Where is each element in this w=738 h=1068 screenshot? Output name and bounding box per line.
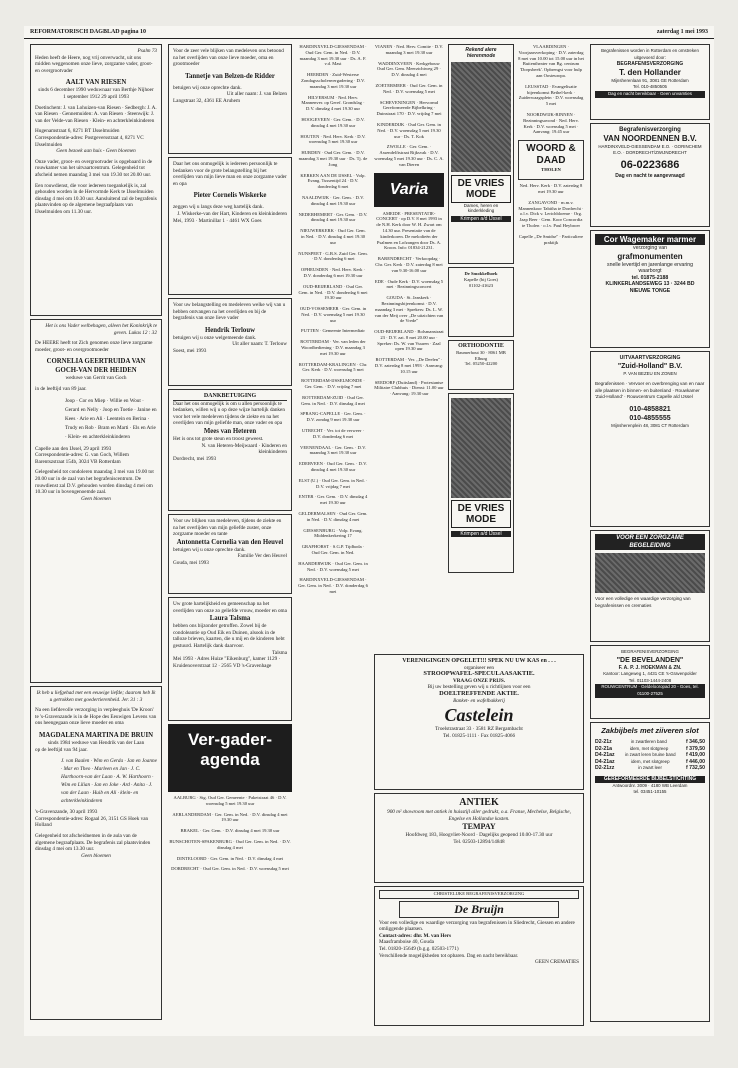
thanks-text: Daar het ons onmogelijk is iedereen persoonlijk te bedanken voor de grote belangstelling bij het overlijden van mijn lieve man en onze zorgzame vader en opa bbox=[173, 161, 287, 187]
thanks-sign: Uit aller naam: T. Terlouw bbox=[232, 341, 287, 348]
list-item: EDERVEEN · Oud Ger. Gem. · D.V. dinsdag 4 mei 19.30 uur bbox=[299, 461, 367, 473]
notice-family: Joop · Cor en Miep · Willie en Wout · Gerard en Nelly · Joop en Toetie · Janine en Kees · Arie en Ali · Leentein en Berina · Trudy en Rob · Bram en Marti · Els en Arie · Klein- en achterkleinkinderen bbox=[65, 397, 157, 440]
ad-devries-2 bbox=[448, 393, 514, 573]
list-item: DORDRECHT · Oud Ger. Gem. in Ned. · D.V. woensdag 5 mei bbox=[171, 866, 289, 872]
ad-addr: KLINKERLANDSEWEG 13 · 3244 BD NIEUWE TONGE bbox=[605, 281, 695, 294]
price-code: D2-21a bbox=[595, 745, 613, 752]
thanks-heteren bbox=[168, 389, 292, 511]
thanks-terlouw bbox=[168, 298, 292, 386]
notice-family: J. van Baalen · Wim en Gerda · Jan en Joanne · Mar en Theo · Marleen en Jan · J. C. Harthoorn-van der Laan · A. W. Harthoorn · Wim en Lilian · Jan en Joke · Ard · Anita · J. van der Laan · Huib en Ali · klein- en achterkleinkinderen bbox=[61, 758, 157, 805]
list-item: OUD-VOSSEMEER · Ger. Gem. in Ned. · D.V. woensdag 5 mei 19.30 uur bbox=[299, 306, 367, 323]
thanks-sign: J. Wiskerke-van der Hart, Kinderen en kleinkinderen bbox=[177, 210, 287, 217]
list-item: SPRANG-CAPELLE · Ger. Gem. · D.V. zondag 9 mei 19.30 uur bbox=[300, 411, 366, 423]
list-item: HOOGEVEEN · Ger. Gem. · D.V. dinsdag 4 mei 19.30 uur bbox=[301, 116, 365, 128]
ad-logo: DE VRIES MODE bbox=[451, 175, 511, 203]
photo-building bbox=[595, 553, 705, 593]
notice-note: Geen bloemen bbox=[81, 495, 111, 502]
ad-smokkelhoek bbox=[448, 267, 514, 337]
list-item: Ned. Herv. Kerk · D.V. zaterdag 8 mei 19.30 uur bbox=[519, 183, 583, 194]
list-item: HAARDERWIJK · Oud Ger. Gem. in Ned. · D.V. woensdag 5 mei bbox=[298, 560, 368, 572]
thanks-sign: Uit aller naam: J. van Belzen bbox=[226, 91, 287, 98]
list-item: GOUDA · St. Janskerk · Bezinningsbijeenkomst · D.V. maandag 3 mei · Sprekers: Ds. L. W. van der Meij over ,,De uitzichten van de Vrede'' bbox=[374, 295, 444, 324]
ad-addr: Kantoor: Langeweg 1, 4431 CE 's-Gravenpolder bbox=[603, 671, 697, 677]
thanks-ridder bbox=[168, 44, 292, 154]
ad-van-noordennen bbox=[590, 123, 710, 227]
ad-logo: WOORD & DAAD bbox=[526, 143, 576, 167]
verse: Psalm 73 bbox=[137, 48, 157, 54]
list-item: ROTTERDAM-ZUID · Oud Ger. Gem. in Ned. · D.V. dinsdag 4 mei bbox=[301, 394, 365, 406]
ad-foot: Verschillende mogelijkheden tot opbaren. Dag en nacht bereikbaar. bbox=[379, 952, 519, 959]
deceased-name: AALT VAN RIESEN bbox=[65, 79, 127, 87]
thanks-addr: Langstraat 32, 4361 EE Aruhem bbox=[173, 97, 240, 104]
verse: Het is ons Vader welbehagen, alleen het Koninkrijk te geven. Lukas 12 : 32 bbox=[45, 323, 157, 336]
ad-tel: Tel. 01103-1444-2408 bbox=[628, 677, 672, 683]
list-item: NIEUWERKERK · Oud Ger. Gem. in Ned. · D.V. dinsdag 4 mei 19.30 uur bbox=[300, 228, 366, 245]
ad-zorgzame bbox=[590, 530, 710, 642]
ad-sub: P. VAN BEZEU EN ZONEN bbox=[623, 370, 677, 376]
ad-name: "DE BEVELANDEN" bbox=[616, 656, 684, 664]
notice-corr: Correspondentie-adres: Postgeversstraat 4, 8271 VC IJsselmuiden bbox=[35, 134, 144, 148]
ad-title: VERENIGINGEN OPGELET!!! SPEK NU UW KAS en . . . bbox=[402, 658, 556, 664]
ad-place: THOLEN bbox=[541, 167, 561, 173]
thanks-text: Voor uw belangstelling en medeleven welke wij van u hebben ontvangen na het overlijden en bij de begrafenis van onze lieve vader bbox=[173, 302, 286, 322]
notice-corr: Correspondentie-adres: G. van Goch, Willem Barentszstraat 154b, 3024 VB Rotterdam bbox=[35, 452, 129, 465]
deceased-name: MAGDALENA MARTINA DE BRUIN bbox=[39, 731, 153, 739]
notice-note: Geen bloemen bbox=[81, 852, 111, 859]
ad-body: Bij uw bestelling geven wij u richtlijnen voor een bbox=[427, 684, 531, 691]
price-value: f 446,00 bbox=[685, 758, 705, 765]
column-1 bbox=[30, 44, 162, 1032]
thanks-addr: Mei, 1993 · Martinillar 1 · 4461 WX Goes bbox=[173, 217, 262, 224]
ad-castelein bbox=[374, 654, 584, 790]
notice-text: Een rouwdienst, die voor iedereen toegankelijk is, zal gehouden worden in de Hervormde Kerk te IJsselmuiden dinsdag 4 mei om 10.30 uur. Aansluitend zal de begrafenis plaatsvinden op de algemene begraafplaats van IJsselmuiden om 11.30 uur. bbox=[35, 182, 157, 215]
thanks-name: Hendrik Terlouw bbox=[204, 326, 256, 334]
ad-foot: ROUWCENTRUM · Geldelooropad 20 - Goes, tel. 01100-27525 bbox=[595, 684, 705, 697]
list-item: PUTTEN · Gemeente Intermediair bbox=[301, 328, 365, 334]
ad-logo: Castelein bbox=[444, 705, 514, 726]
list-item: ROTTERDAM · Ver. ,,De Deelen'' · D.V. zaterdag 8 mei 1993 · Aanvang: 10.15 uur bbox=[374, 357, 444, 374]
ad-sub: verzorging van bbox=[632, 245, 668, 251]
ad-logo: Cor Wagemaker marmer bbox=[595, 234, 705, 245]
ad-body: snelle levertijd en jarenlange ervaring waarborgt bbox=[607, 261, 693, 275]
price-value: f 732,50 bbox=[685, 765, 705, 772]
ad-sub: F. A. P. J. HOEKMAN & ZN. bbox=[618, 664, 682, 671]
deceased-name: CORNELIA GEERTRUIDA VAN GOCH-VAN DER HEIDEN bbox=[46, 358, 146, 375]
ad-zuid-holland bbox=[590, 351, 710, 527]
agenda-list bbox=[168, 795, 292, 872]
thanks-sign: N. van Heteren-Meijwaard · Kinderen en kleinkinderen bbox=[201, 442, 287, 456]
ad-den-hollander bbox=[590, 44, 710, 120]
ad-de-bruijn bbox=[374, 886, 584, 1026]
newspaper-page bbox=[24, 26, 714, 1036]
ad-addr: Maasframboise 40, Gouda bbox=[379, 939, 434, 946]
thanks-line: betuigen wij onze oprechte dank. bbox=[173, 84, 242, 91]
ad-name: T. den Hollander bbox=[619, 67, 681, 77]
price-row bbox=[595, 759, 705, 766]
price-row bbox=[595, 739, 705, 746]
list-item: BARENDRECHT · Verkoopdag · Chr. Ger. Kerk · D.V. zaterdag 8 mei van 9.30-16.00 uur bbox=[375, 256, 443, 273]
page-header bbox=[24, 26, 714, 39]
agenda-list bbox=[298, 44, 368, 595]
notice-sub: weduwe van Gerrit van Goch bbox=[65, 375, 127, 382]
price-label: idem, met slotgreep bbox=[631, 758, 670, 764]
ad-service: BEGRAFENISVERZORGING bbox=[616, 61, 684, 68]
agenda-left-list bbox=[168, 795, 292, 1032]
column-6 bbox=[590, 44, 710, 1032]
list-item: ZOETERMEER · Oud Ger. Gem. in Ned. · D.V. woensdag 5 mei bbox=[375, 82, 443, 94]
list-item: KINDERDIJK · Oud Ger. Gem. in Ned. · D.V. woensdag 5 mei 19.30 uur · Ds. T. Kok bbox=[377, 121, 441, 139]
ad-tel: Tel. 01825-1111 · Fax 01825-4066 bbox=[442, 732, 516, 739]
list-item: ZANGAVOND · m.m.v. Mannenkoor Tabitha te Dordrecht · o.l.v. Dick v. Lerichbloeme · Org. Jaap Beer · Gem. Koor Concordia te Tholen · o.l.v. Paul Heybroer bbox=[518, 199, 584, 228]
list-item: Capelle ,,De Smidse'' · Particuliere praktijk bbox=[518, 233, 584, 245]
ad-addr: Kapelle (bij Goes) bbox=[464, 276, 498, 282]
list-item: NAALDWIJK · Ger. Gem. · D.V. dinsdag 4 mei 19.30 uur bbox=[301, 194, 365, 206]
ad-ortho bbox=[448, 340, 514, 390]
notice-dates: 1 september 1912 29 april 1993 bbox=[63, 93, 129, 100]
ad-tel: Tel. 05250-42200 bbox=[464, 361, 498, 367]
list-item: LEUSSTAD · Evangelisatie bijeenkomst Bethel-kerk · Zuiderwaagsplein · D.V. woensdag 5 mei bbox=[518, 83, 584, 107]
list-item: EDE · Oude Kerk · D.V. woensdag 5 mei · Bezinningsconcert bbox=[374, 278, 444, 290]
column-2 bbox=[168, 44, 292, 1032]
ad-antiek bbox=[374, 793, 584, 883]
price-value: f 379,50 bbox=[685, 745, 705, 752]
price-row bbox=[595, 752, 705, 759]
ad-name: "Zuid-Holland" B.V. bbox=[617, 362, 683, 370]
price-value: f 346,50 bbox=[685, 739, 705, 745]
thanks-line: betuigen wij u onze welgemeende dank. bbox=[173, 334, 257, 341]
thanks-sign: Talsma bbox=[272, 649, 287, 656]
thanks-sign: Familie Ver den Heuvel bbox=[237, 553, 287, 560]
ad-name: VAN NOORDENNEN B.V. bbox=[603, 133, 697, 143]
column-4 bbox=[374, 44, 444, 654]
ad-tel: tel. 01875-2188 bbox=[631, 274, 669, 281]
verse: Ik heb u liefgehad met een eeuwige liefde; daarom heb Ik u getrokken met goedertierenheid. Jer. 31 : 3 bbox=[36, 690, 156, 703]
list-item: VLAARDINGEN · Voorjaarsverkoping · D.V. zaterdag 8 mei van 10.00 tot 15.00 uur in het Buitentheater van Bg. centrum 'Dorpsbeek'. Opbrengst voor hulp aan Oosteuropa. bbox=[518, 44, 584, 78]
price-row bbox=[595, 765, 705, 772]
list-item: HOUTEN · Ned. Herv. Kerk · D.V. woensdag 5 mei 19.30 uur bbox=[300, 133, 366, 145]
ad-place: Krimpen a/d IJssel bbox=[451, 216, 511, 222]
ad-body: Voor een volledige en waardige verzorging van begrafenissen en crematies bbox=[595, 596, 691, 608]
ad-tel: Tel. 02503-12894/14848 bbox=[453, 838, 505, 845]
list-item: SEEDORF (Duitsland) · Protestantse Militaire Clubhuis · Dienst: 11.00 uur · Aanvang: 19.30 uur bbox=[374, 379, 444, 397]
ad-name: ORTHODONTIE bbox=[458, 343, 504, 349]
ad-tel: tel. 03451-10155 bbox=[633, 789, 667, 795]
list-item: KERKEN AAN DE IJSSEL · Volp. Evang. Tussentijd 24 · D.V. donderdag 6 mei bbox=[300, 172, 366, 190]
notice-note: Geen bezoek aan huis - Geen bloemen bbox=[56, 148, 136, 155]
ad-tagline: Rekend alere hierenmode bbox=[465, 47, 497, 59]
list-item: NOORDWIJK-BINNEN · Bezinningsavond · Ned. Herv. Kerk · D.V. woensdag 5 mei · Aanvang: 19.45 uur bbox=[523, 111, 579, 135]
ad-bijbelstichting bbox=[590, 722, 710, 1022]
col5-right bbox=[518, 44, 584, 640]
list-item: GRAFHORST · S.G.P. Tijdboda · Oud Ger. Gem. in Ned. bbox=[301, 544, 365, 555]
thanks-text: Voor de zeer vele blijken van medeleven ons betoond na het overlijden van onze lieve moeder, oma en grootmoeder bbox=[173, 48, 284, 68]
notice-family: Doetinchem: J. van Lohuizen-van Riesen · Sedbergh: J. A. van Riesen · Gennemuiden: A. van Riesen · Steenwijk: J. van der Velde-van Riesen · Klein- en achterkleinkinderen bbox=[35, 104, 157, 124]
notice-age: in de leeftijd van 89 jaar. bbox=[35, 385, 87, 392]
list-item: AALBURG · Stg. Oud Ger. Gemeente · Paketstraat 46 · D.V. woensdag 5 mei 19.30 uur bbox=[173, 795, 287, 806]
ad-woord-daad bbox=[518, 140, 584, 180]
ad-title: Zakbijbels met ziiveren slot bbox=[601, 726, 699, 735]
ad-name: De Smokkelhoek bbox=[464, 271, 498, 276]
list-item: GELDERMALSEN · Oud Ger. Gem. in Ned. · D.V. dinsdag 4 mei bbox=[298, 511, 368, 522]
thanks-name: Pieter Cornelis Wiskerke bbox=[193, 192, 267, 200]
price-code: D2-21zz bbox=[595, 765, 615, 772]
ad-title: ANTIEK bbox=[459, 797, 499, 808]
ad-tel: 06-0223686 bbox=[620, 158, 680, 171]
list-item: HARDINXVELD-GIESSENDAM · Ger. Gem. in Ned. · D.V. donderdag 6 mei bbox=[298, 577, 368, 594]
banner-text: Ver-gader-agenda bbox=[187, 730, 273, 769]
list-item: AERLANDERDAM · Ger. Gem. in Ned. · D.V. dinsdag 4 mei 19.30 uur bbox=[172, 811, 288, 823]
list-item: ROTTERDAM-KRALINGEN · Chr. Ger. Kerk · D.V. woensdag 5 mei bbox=[298, 361, 368, 373]
ad-addr: Mijnsherenplein 48, 3081 CT Rotterdam bbox=[611, 422, 689, 428]
list-item: DINTELOORD · Ger. Gem. in Ned. · D.V. dinsdag 4 mei bbox=[176, 855, 284, 861]
photo-model bbox=[451, 62, 511, 172]
notice-heiden bbox=[30, 319, 162, 683]
ad-foot: Banket- en wafelbakkerij bbox=[453, 697, 505, 704]
ad-sub: organiseer een bbox=[463, 664, 494, 671]
list-item: HILVERSUM · Ned. Herv. Mannenver. op Geref. Grondslag · D.V. dinsdag 4 mei 19.30 uur bbox=[301, 94, 365, 112]
price-label: idem, met slotgreep bbox=[629, 745, 669, 751]
ad-contact: Contact-adres: dhr. M. van Hers bbox=[379, 932, 452, 939]
ad-addr: Antwoordnr. 3009 · 4180 WB Leerdam bbox=[612, 782, 688, 788]
notice-age: op de leeftijd van 94 jaar. bbox=[35, 746, 88, 753]
thanks-title: DANKBETUIGING bbox=[173, 393, 287, 401]
list-item: ROTTERDAM-IJSSELMONDE · Ger. Gem. · D.V. vrijdag 7 mei bbox=[301, 378, 365, 390]
notice-intro: De HEERE heeft tot Zich genomen onze lieve zorgzame moeder, groot- en overgrootmoeder bbox=[35, 340, 153, 353]
notice-intro: Na een liefdevolle verzorging in verpleeghuis 'De Kroon' te 's-Gravenzande is in de Hope des Eeuwigen Levens van ons heengegaan onze lieve moeder en oma bbox=[35, 707, 157, 727]
notice-text: Onze vader, groot- en overgrootvader is opgebaard in de rouwkamer van het uitvaartcentrum. Gelegenheid tot afscheid nemen maandag 3 mei van 19.30 tot 20.00 uur. bbox=[35, 158, 153, 178]
thanks-text: Voor uw blijken van medeleven, tijdens de ziekte en na het overlijden van mijn geliefde zuster, onze zorgzame moeder en tante bbox=[173, 518, 282, 538]
ad-name: GEREFORMEERDE BIJBELSTICHTING bbox=[595, 776, 705, 783]
price-code: D4-21az bbox=[595, 758, 615, 765]
ad-top: BEGRAFENISVERZORGING bbox=[621, 649, 679, 654]
vergader-agenda-banner bbox=[168, 724, 292, 792]
list-item: OUD-BEIJERLAND · Bolsmanstraat 23 · D.V. zat. 8 mei 20.00 uur · Spreker: Ds. W. van Vuuren · Zaal open 19.30 uur bbox=[374, 329, 444, 352]
list-item: AMEIDE · PRESENTATIE-CONCERT · op D.V. 8 mei 1993 in de N.H. Kerk door W. H. Zwart om 14.30 uur. Presentatie van de kinderkoren. De melodieën der Psalmen en Lofzangen door Ds. A. Kroon. Info: 01834-21231. bbox=[376, 210, 442, 251]
thanks-wiskerke bbox=[168, 157, 292, 295]
list-item: VIANEN · Ned. Herv. Comite · D.V. maandag 3 mei 19.30 uur bbox=[374, 44, 444, 55]
notice-text: Gelegenheid tot afscheidnemen in de aula van de algemene begraafplaats. De begrafenis zal plaatsvinden dinsdag 4 mei om 13.30 uur. bbox=[35, 832, 151, 853]
price-code: D2-21z bbox=[595, 739, 612, 745]
thanks-addr: Soest, mei 1993 bbox=[173, 347, 207, 354]
agenda-list bbox=[374, 44, 444, 168]
list-item: OUD-BEIJERLAND · Oud Ger. Gem. in Ned. · D.V. donderdag 6 mei 19.30 uur bbox=[298, 283, 368, 301]
notice-text: Gelegenheid tot condoleren maandag 3 mei van 19.00 tot 20.00 uur in de zaal van het begrafeniscentrum. De rouwdienst zal D.V. gehouden worden dinsdag 4 mei om 10.30 uur in bovengenoemde zaal. bbox=[35, 469, 154, 496]
col5-left bbox=[448, 44, 514, 640]
notice-riesen bbox=[30, 44, 162, 316]
price-label: in zwart leren bruine band bbox=[625, 752, 676, 758]
ad-top: CHRISTELIJKE BEGRAFENISVERZORGING bbox=[379, 890, 579, 899]
list-item: SCHEVENINGEN · Hervormd Gereformeerde Bijbelkring · Duinstraat 170 · D.V. vrijdag 7 mei bbox=[376, 99, 442, 117]
notice-sub: sinds 1984 weduwe van Hendrik van der Laan bbox=[47, 739, 145, 746]
list-item: HARDINXVELD-GIESSENDAM · Oud Ger. Gem. in Ned. · D.V. maandag 3 mei 19.30 uur · Ds. A. F. v.d. Mast bbox=[299, 44, 367, 67]
ad-addr: Troelstrastraat 33 · 3581 RZ Bergambacht bbox=[435, 726, 523, 733]
thanks-addr: Dordrecht, mei 1993 bbox=[173, 455, 217, 462]
list-item: VEENENDAAL · Ger. Gem. · D.V. maandag 3 mei 19.30 uur bbox=[300, 444, 366, 456]
list-item: WADDINXVEEN · Kerkgebouw Oud Ger. Gem. Meerzichtweg 29 · D.V. dinsdag 4 mei bbox=[377, 60, 441, 78]
thanks-name: Mees van Heteren bbox=[203, 427, 257, 435]
ad-tel: Tel. 01820-15649 (b.g.g. 02503-1771) bbox=[379, 945, 459, 952]
notice-place: Capelle aan den IJssel, 29 april 1993 bbox=[35, 445, 112, 452]
ad-bevelanden bbox=[590, 645, 710, 719]
notice-place: 's-Gravenzande, 30 april 1993 bbox=[35, 809, 98, 816]
list-item: HEERDEN · Zuid-Westerse Zondagsscholenvergadering · D.V. maandag 3 mei 19.30 uur bbox=[301, 72, 365, 89]
notice-sub: sinds 6 december 1990 weduwnaar van Berthje Nijhoer bbox=[38, 87, 154, 94]
list-item: NEDERHEMERT · Ger. Gem. · D.V. dinsdag 4 mei 19.30 uur bbox=[298, 211, 368, 223]
photo-model bbox=[451, 398, 511, 498]
ad-list: Begrafenissen · Vervoer en overbrenging van en naar alle plaatsen in binnen- en buitenland · Rouwkamer 'Zuid-Holland' · Rouwcentrum Capelle a/d IJssel bbox=[595, 381, 705, 400]
list-item: HURDEN · Oud Ger. Gem. · D.V. maandag 3 mei 19.30 uur · Ds. Tj. de Jong bbox=[298, 150, 368, 167]
agenda-list bbox=[518, 44, 584, 135]
list-item: ROTTERDAM · Ver. van leden der Woordbediening · D.V. maandag 3 mei 19.30 uur bbox=[300, 339, 366, 356]
ad-foot: Dag en nacht te aangevraagd bbox=[615, 172, 685, 179]
thanks-text: Daar het ons onmogelijk is om u allen persoonlijk te bedanken, willen wij u op deze wijze hartelijk danken voor het vele medeleven tijdens de ziekte en na het overlijden van mijn geliefde man, onze vader en opa bbox=[173, 400, 285, 427]
ad-devries-1 bbox=[448, 44, 514, 264]
ad-foot: Dag en nacht bereikbaar · Geen unvamties bbox=[595, 91, 705, 98]
thanks-body: hebben ons bijzonder getroffen. Zowel bij de condoleantie op Oud Eik en Duinen, alsook in de talloze brieven, kaarten, die u mij en de kinderen hebt gestuurd. Hartelijk dank daarvoor. bbox=[173, 623, 285, 649]
ad-addr: Baumerhout 30 · 8061 MB Elburg bbox=[456, 349, 506, 361]
ad-addr: Hoofdweg 183, Hoogvliet-Noord · Dagelijks geopend 10.00-17.30 uur bbox=[405, 832, 553, 839]
list-item: GIESSENBURG · Volp. Evang. Middenkerkering 17 bbox=[303, 527, 363, 539]
thanks-line: zeggen wij u langs deze weg hartelijk dank. bbox=[173, 204, 264, 211]
ad-big: DOELTREFFENDE AKTIE. bbox=[439, 689, 519, 697]
column-5 bbox=[448, 44, 584, 644]
thanks-addr: Gouda, mei 1993 bbox=[173, 559, 209, 566]
ad-addr: Mijnsherenlaan 91, 3081 GE Rotterdam bbox=[611, 77, 689, 83]
ad-addr: HARDINXVELD-GIESSENDAM E.O. · GORINCHEM E.O. · DORDRECHT/ZWIJNDRECHT bbox=[598, 143, 702, 156]
list-item: ENTER · Ger. Gem. · D.V. dinsdag 4 mei 19.30 uur bbox=[298, 494, 368, 506]
notice-corr: Correspondentie-adres: Rogaal 26, 3151 GS Hoek van Holland bbox=[35, 815, 149, 829]
price-label: in zwart leer bbox=[638, 765, 662, 771]
ad-wagemaker bbox=[590, 230, 710, 348]
ad-body: 900 m² showroom met antiek in huisstijl aller gedrukt, o.a. Franse, Mechelse, Belgische, Engelse en Hollandse kasten. bbox=[387, 809, 571, 822]
ad-logo: DE VRIES MODE bbox=[451, 500, 511, 528]
ad-logo: De Bruijn bbox=[399, 901, 559, 918]
list-item: UTRECHT · Ver. tot de verweer · D.V. donderdag 6 mei bbox=[301, 428, 365, 439]
ad-title: VOOR EEN ZORGZAME BEGELEIDING bbox=[595, 534, 705, 550]
ad-tel: 01102-41623 bbox=[468, 282, 494, 288]
mid-bottom bbox=[374, 654, 584, 1032]
thanks-talsma bbox=[168, 597, 292, 721]
ad-big: STROOPWAFEL-SPECULAASAKTIE. bbox=[423, 670, 535, 678]
ad-big: grafmonumenten bbox=[617, 251, 683, 261]
agenda-list bbox=[374, 256, 444, 397]
thanks-addr: Mei 1993 · Adres Huize "Eikenburg", kamer 1129 · Kruidenoverstraat 12 · 2565 VD 's-Gravenhage bbox=[173, 656, 281, 669]
ad-top: Begrafenisverzorging bbox=[619, 127, 681, 133]
ad-tel: 010-4858821 bbox=[629, 405, 671, 413]
price-value: f 419,00 bbox=[685, 752, 705, 759]
notice-bruin bbox=[30, 686, 162, 1020]
ad-name: TEMPAY bbox=[462, 822, 496, 832]
column-3 bbox=[298, 44, 368, 1032]
list-item: NUNSPEET · G.B.S. Zuid Ger. Gem. · D.V. donderdag 6 mei bbox=[298, 250, 368, 262]
thanks-line: Het is ons tot grote steun en troost geweest. bbox=[173, 435, 264, 442]
list-item: BRAKEL · Ger. Gem. · D.V. dinsdag 4 mei 19.30 uur bbox=[180, 828, 280, 834]
ad-sign: GEEN CREMATIES bbox=[535, 959, 579, 966]
ad-tel: Tel. 010-4850505 bbox=[633, 84, 667, 90]
ad-top: Begrafenissen worden in Rotterdam en omstreken uitgevoerd door: bbox=[601, 48, 699, 60]
thanks-text: Uw grote hartelijkheid en gemeenschap na het overlijden van onze zo geliefde vrouw, moeder en oma bbox=[173, 601, 287, 614]
list-item: ELST (U.) · Oud Ger. Gem. in Ned. · D.V. vrijdag 7 mei bbox=[298, 477, 368, 489]
thanks-name: Antonnetta Cornelia van den Heuvel bbox=[176, 538, 284, 546]
ad-ask: VRAAG ONZE PRIJS. bbox=[452, 677, 506, 684]
price-list bbox=[595, 739, 705, 772]
ad-body: Voor een volledige en waardige verzorging van begrafenissen in Sliedrecht, Giessen en andere omliggende plaatsen. bbox=[379, 919, 575, 933]
thanks-name: Tannetje van Belzen-de Ridder bbox=[185, 72, 275, 80]
ad-tel: 010-4855555 bbox=[629, 414, 671, 422]
header-right: zaterdag 1 mei 1993 bbox=[656, 29, 708, 35]
ad-place: Krimpen a/d IJssel bbox=[451, 531, 511, 537]
notice-address: Hugenamstraat 6, 8271 BT IJsselmuiden bbox=[35, 128, 120, 135]
header-left: REFORMATORISCH DAGBLAD pagina 10 bbox=[30, 29, 146, 35]
thanks-line: betuigen wij u onze oprechte dank. bbox=[173, 546, 246, 553]
thanks-heuvel bbox=[168, 514, 292, 594]
list-item: ZWOLLE · Ger. Gem. · Assendelftstraat Rijksvak · D.V. woensdag 5 mei 19.30 uur · Ds. C. A. van Dieren bbox=[374, 144, 444, 167]
thanks-name: Laura Talsma bbox=[209, 615, 251, 623]
ad-title: UITVAARTVERZORGING bbox=[619, 355, 681, 361]
list-item: OPHEUSDEN · Ned. Herv. Kerk · D.V. donderdag 6 mei 19.30 uur bbox=[300, 267, 366, 278]
price-code: D4-21az bbox=[595, 752, 615, 759]
varia-banner: Varia bbox=[374, 173, 444, 207]
price-label: in zwartleren band bbox=[630, 739, 667, 744]
ad-sub: Dames, heren en kinderkleding bbox=[463, 203, 499, 213]
price-row bbox=[595, 746, 705, 753]
notice-intro: Heden heeft de Heere, nog vrij onverwacht, uit ons midden weggenomen onze lieve, zorgzame vader, groot- en overgrootvader bbox=[35, 54, 153, 74]
list-item: BUNSCHOTEN-SPAKENBURG · Oud Ger. Gem. in Ned. · D.V. dinsdag 4 mei bbox=[169, 838, 291, 850]
